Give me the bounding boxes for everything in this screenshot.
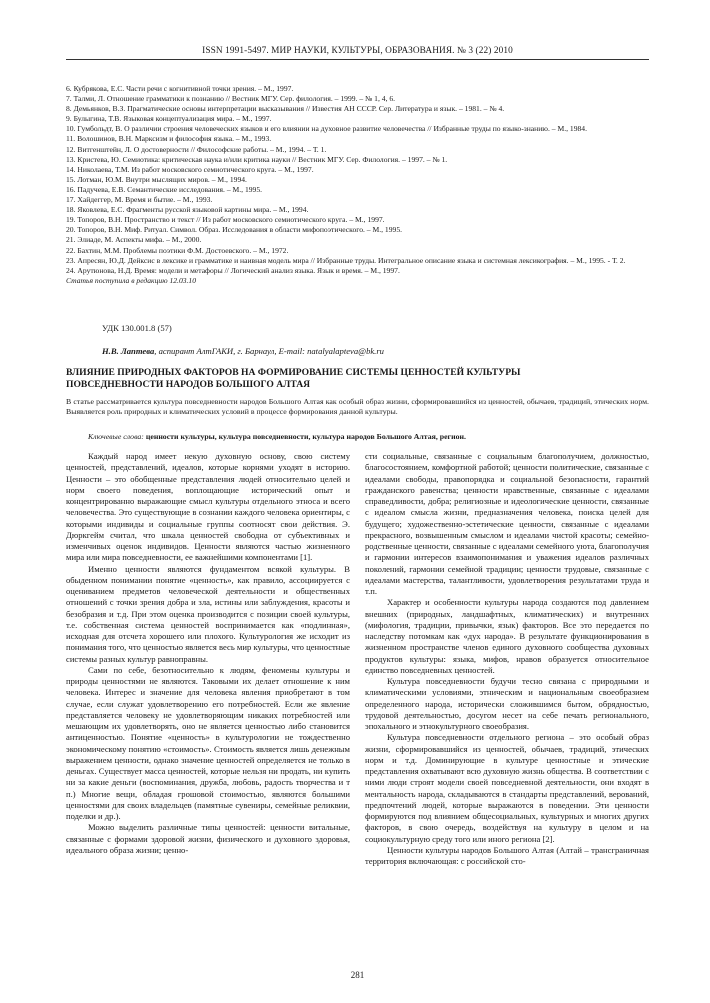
reference-item: 19. Топоров, В.Н. Пространство и текст // Из работ московского семиотического круга. – М., 1997. — [66, 215, 385, 225]
reference-item: 20. Топоров, В.Н. Миф. Ритуал. Символ. Образ. Исследования в области мифопоэтического. – М., 1995. — [66, 225, 403, 235]
running-head: ISSN 1991-5497. МИР НАУКИ, КУЛЬТУРЫ, ОБРАЗОВАНИЯ. № 3 (22) 2010 — [202, 46, 513, 56]
page-number: 281 — [350, 970, 365, 980]
body-column-left — [66, 451, 350, 856]
reference-item: 15. Лотман, Ю.М. Внутри мыслящих миров. – М., 1994. — [66, 174, 247, 184]
reference-item: 7. Талми, Л. Отношение грамматики к познанию // Вестник МГУ. Сер. филология. – 1999. – № 1, 4, 6. — [66, 94, 396, 104]
reference-item: 18. Яковлева, Е.С. Фрагменты русской языковой картины мира. – М., 1994. — [66, 205, 309, 215]
abstract: В статье рассматривается культура повседневности народов Большого Алтая как особый образ жизни, сформировавшийся из ценностей, обычаев, традиций, этических норм. Выявляется роль природных и климатических условий в процессе формирования данной культуры. — [66, 397, 649, 417]
reference-item: 10. Гумбольдт, В. О различии строения человеческих языков и его влиянии на духовное развитие человечества // Избранные труды по языко-знанию. – М., 1984. — [66, 124, 587, 134]
reference-item: 13. Кристева, Ю. Семиотика: критическая наука и/или критика науки // Вестник МГУ. Сер. Филология. – 1997. – № 1. — [66, 154, 448, 164]
title-line: ПОВСЕДНЕВНОСТИ НАРОДОВ БОЛЬШОГО АЛТАЯ — [66, 379, 311, 390]
reference-item: 16. Падучева, Е.В. Семантические исследования. – М., 1995. — [66, 184, 263, 194]
author-name: Н.В. Лаптева — [102, 346, 155, 356]
reference-item: 23. Апресян, Ю.Д. Дейксис в лексике и грамматике и наивная модель мира // Избранные труды. Интегральное описание языка и системная лексикография. – М., 1995. - Т. 2. — [66, 255, 626, 265]
body-paragraph: Именно ценности являются фундаментом всякой культуры. В обыденном понимании понятие «ценность», как правило, ассоциируется с оцениванием предметов человеческой деятельности и общественных отношений с точки зрения добра и зла, истины или заблуждения, красоты и безобразия и т.д. При этом оценка производится с позиции своей культуры, т.е. собственная система ценностей воспринимается как «подлинная», исходная для отсчета хорошего или плохого. Культурология же исходит из понимания того, что ценностью является весь мир культуры, что ценностные системы разных культур равноправны. — [66, 563, 350, 664]
reference-item: 22. Бахтин, М.М. Проблемы поэтики Ф.М. Достоевского. – М., 1972. — [66, 245, 289, 255]
keywords-text: ценности культуры, культура повседневности, культура народов Большого Алтая, регион. — [143, 432, 466, 441]
author-affiliation: , аспирант АлтГАКИ, г. Барнаул, E-mail: natalyalapteva@bk.ru — [154, 346, 384, 356]
reference-item: 17. Хайдеггер, М. Время и бытие. – М., 1993. — [66, 195, 213, 205]
reference-list — [66, 84, 649, 286]
reference-item: 11. Волошинов, В.Н. Марксизм и философия языка. – М., 1993. — [66, 134, 272, 144]
body-paragraph: Культура повседневности отдельного региона – это особый образ жизни, сформировавшийся из ценностей, обычаев, традиций, этических норм и т.д. Доминирующие в культуре ценностные и этические представления охватывают всю духовную жизнь общества. В соответствии с ними люди строят модели своей повседневной деятельности, они входят в ментальность народа, складываются в стандарты представлений, верований, предпочтений людей, которые выражаются в поведении. Эти ценности формируются под влиянием общесоциальных, культурных и многих других факторов, в свою очередь, воздействуя на культуру в целом и на социокультурную среду того или иного региона [2]. — [365, 732, 649, 844]
keywords-label: Ключевые слова: — [88, 432, 144, 441]
author-line — [102, 346, 384, 356]
reference-item: 21. Элиаде, М. Аспекты мифа. – М., 2000. — [66, 235, 202, 245]
body-paragraph: Каждый народ имеет некую духовную основу, свою систему ценностей, представлений, идеалов, которые корнями уходят в историю. Ценности – это обобщенные представления людей относительно целей и норм своего поведения, воплощающие исторический опыт и концентрированно выражающие смысл культуры отдельного этноса и всего человечества. Это существующие в сознании каждого человека ориентиры, с которыми индивиды и социальные группы соотносят свои действия. Э. Дюркгейм считал, что шкала ценностей свободна от субъективных и изменчивых оценок индивидов. Ценности являются частью жизненного мира или мира повседневности, ее важнейшими компонентами [1]. — [66, 451, 350, 563]
body-paragraph: Можно выделить различные типы ценностей: ценности витальные, связанные с формами здоровой жизни, физического и духовного здоровья, идеального образа жизни; ценно- — [66, 822, 350, 855]
reference-item: 6. Кубрякова, Е.С. Части речи с когнитивной точки зрения. – М., 1997. — [66, 84, 294, 93]
reference-item: 8. Демьянков, В.З. Прагматические основы интерпретации высказывания // Известия АН СССР. Сер. Литература и язык. – 1981. – № 4. — [66, 104, 505, 114]
keywords — [66, 432, 649, 441]
reference-item: 14. Николаева, Т.М. Из работ московского семиотического круга. – М., 1997. — [66, 164, 314, 174]
body-column-right — [365, 451, 649, 867]
received-date: Статья поступила в редакцию 12.03.10 — [66, 275, 197, 285]
body-paragraph: Сами по себе, безотносительно к людям, феномены культуры и природы ценностями не являются. Таковыми их делает отношение к ним человека. Интерес и значение для человека явления приобретают в том случае, если служат удовлетворению его потребностей. Если же явление представляется человеку не удовлетворяющим никаких потребностей или мешающим их удовлетворять, оно не является ценностью либо становится антиценностью. Понятие «ценность» в культурологии не тождественно экономическому понятию «стоимость». Стоимость является лишь денежным выражением ценности, однако значение ценностей определяется не только в деньгах. Существует масса ценностей, которые нельзя ни продать, ни купить ни за какие деньги (воспоминания, дружба, любовь, радость творчества и т п.) Многие вещи, обладая грошовой стоимостью, являются большими ценностями для своих владельцев (памятные сувениры, семейные реликвии, поделки и др.). — [66, 664, 350, 821]
udc-code: УДК 130.001.8 (57) — [102, 323, 172, 333]
reference-item: 9. Булыгина, Т.В. Языковая концептуализация мира. – М., 1997. — [66, 114, 272, 124]
body-paragraph: сти социальные, связанные с социальным благополучием, должностью, благосостоянием, комфортной работой; ценности политические, связанные с идеалами свободы, правопорядка и социальной безопасности, гарантий гражданского равенства; ценности нравственные, связанные с идеалами справедливости, добра; религиозные и идеологические ценности, связанные с идеалом смысла жизни, предназначения человека, поиска целей для будущего; художественно-эстетические ценности, связанные с идеалами прекрасного, возвышенным смыслом и идеалами чистой красоты; семейно-родственные ценности, связанные с идеалами семейного уюта, благополучия и гармонии интересов взаимопонимания и уважения идеалов различных поколений, гармонии семейной традиции; ценности трудовые, связанные с идеалами мастерства, талантливости, удовлетворения результатами труда и т.п. — [365, 451, 649, 596]
body-paragraph: Характер и особенности культуры народа создаются под давлением внешних (природных, ландшафтных, климатических) и внутренних (мифология, традиции, привычки, язык) факторов. Все это передается по наследству потомкам как «дух народа». В результате функционирования в жизненном пространстве членов единого духовного сообщества духовных продуктов культуры: языка, мифов, нравов образуется относительное единство повседневных ценностей. — [365, 597, 649, 675]
title-line: ВЛИЯНИЕ ПРИРОДНЫХ ФАКТОРОВ НА ФОРМИРОВАНИЕ СИСТЕМЫ ЦЕННОСТЕЙ КУЛЬТУРЫ — [66, 367, 521, 378]
article-title — [66, 367, 649, 391]
body-paragraph: Культура повседневности будучи тесно связана с природными и климатическими условиями, этническим и национальным своеобразием определенного народа, исторически сложившимся бытом, обрядностью, трудовой деятельностью, досугом несет на себе печать регионального, эпохального и этнокультурного своеобразия. — [365, 676, 649, 731]
header-rule — [66, 59, 649, 60]
body-paragraph: Ценности культуры народов Большого Алтая (Алтай – трансграничная территория включающая: с российской сто- — [365, 844, 649, 866]
reference-item: 12. Витгенштейн, Л. О достоверности // Философские работы. – М., 1994. – Т. 1. — [66, 144, 327, 154]
reference-item: 24. Арутюнова, Н.Д. Время: модели и метафоры // Логический анализ языка. Язык и время. – М., 1997. — [66, 265, 400, 275]
